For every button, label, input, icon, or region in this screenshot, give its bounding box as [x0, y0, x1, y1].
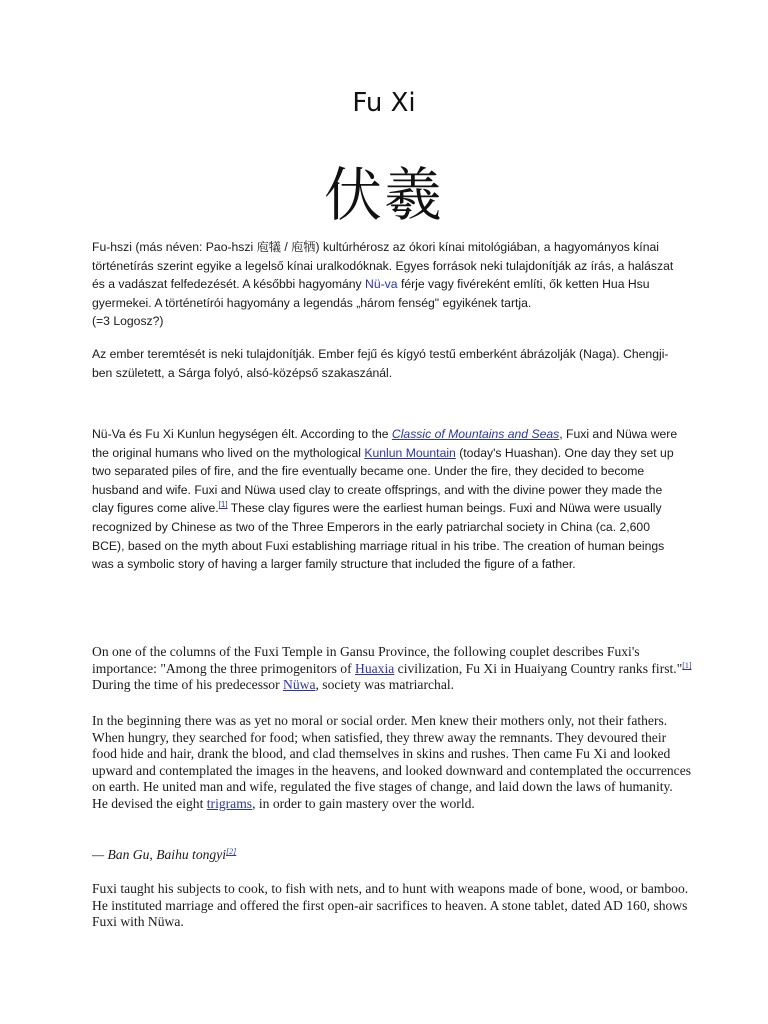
logos-note: (=3 Logosz?) [92, 314, 164, 329]
kunlun-text-4: These clay figures were the earliest human beings. Fuxi and Nüwa were usually recognized by Chinese as two of the Three Emperors in the early patriarchal society in China (ca. 2,600 BCE), based on the myth about Fuxi establishing marriage ritual in his tribe. The creation of human beings was a symbolic story of having a larger family structure that included the figure of a father. [92, 501, 665, 572]
intro-text-1: Fu-hszi (más néven: Pao-hszi 庖犠 / 庖牺) kultúrhérosz az ókori kínai mitológiában, a hagyományos kínai történetírás szerint egyike a legelső kínai uralkodóknak. Egyes források neki tulajdonítják az írás, a halászat és a vadászat felfedezését. A későbbi hagyomány [92, 240, 674, 292]
huaxia-link[interactable]: Huaxia [355, 660, 395, 676]
classic-of-mountains-link[interactable]: Classic of Mountains and Seas [391, 427, 560, 441]
temple-text-2: civilization, Fu Xi in Huaiyang Country ranks first." [394, 660, 683, 676]
intro-text-2: férje vagy fivéreként említi, ők ketten Hua Hsu gyermekei. A történetírói hagyomány a legendás „három fenség" egyikének tartja. [92, 277, 650, 310]
kunlun-mountain-link[interactable]: Kunlun Mountain [364, 445, 456, 460]
paragraph-creation [92, 345, 684, 382]
reference-link-1b[interactable]: [1] [682, 660, 692, 670]
document-title: Fu Xi [352, 88, 416, 118]
paragraph-kunlun [92, 425, 684, 574]
temple-text-4: , society was matriarchal. [315, 677, 455, 693]
kunlun-text-3: (today's Huashan). One day they set up two separated piles of fire, and the fire eventually became one. Under the fire, they decided to become husband and wife. Fuxi and Nüwa used clay to create offsprings, and with the divine power they made the clay figures come alive. [92, 445, 674, 516]
teachings-text: Fuxi taught his subjects to cook, to fish with nets, and to hunt with weapons made of bone, wood, or bamboo. He instituted marriage and offered the first open-air sacrifices to heaven. A stone tablet, dated AD 160, shows Fuxi with Nüwa. [92, 881, 689, 930]
quote-text-2: , in order to gain mastery over the world. [252, 795, 475, 811]
nuwa-link[interactable]: Nüwa [283, 677, 316, 693]
paragraph-quote [92, 713, 692, 813]
paragraph-intro [92, 238, 684, 331]
quote-text-1: In the beginning there was as yet no moral or social order. Men knew their mothers only, not their fathers. When hungry, they searched for food; when satisfied, they threw away the remnants. They devoured their food hide and hair, drank the blood, and clad themselves in skins and rushes. Then came Fu Xi and looked upward and contemplated the images in the heavens, and looked downward and contemplated the occurrences on earth. He united man and wife, regulated the five stages of change, and laid down the laws of humanity. He devised the eight [92, 713, 692, 811]
creation-text: Az ember teremtését is neki tulajdonítják. Ember fejű és kígyó testű emberként ábrázolják (Naga). Chengji-ben született, a Sárga folyó, alsó-középső szakaszánál. [92, 347, 669, 380]
reference-link-2[interactable]: [2] [226, 847, 237, 856]
reference-link-1[interactable]: [1] [218, 500, 228, 510]
temple-text-3: During the time of his predecessor [92, 677, 284, 693]
paragraph-teachings [92, 881, 692, 931]
attribution-text: — Ban Gu, Baihu tongyi [92, 847, 227, 862]
paragraph-temple [92, 644, 692, 694]
kunlun-text-2: , Fuxi and Nüwa were the original humans who lived on the mythological [92, 427, 678, 460]
trigrams-link[interactable]: trigrams [206, 795, 253, 811]
chinese-title: 伏羲 [323, 161, 444, 229]
quote-attribution [92, 847, 692, 864]
nuva-link[interactable]: Nü-va [365, 277, 398, 292]
kunlun-text-1: Nü-Va és Fu Xi Kunlun hegységen élt. According to the [92, 427, 392, 441]
temple-text-1: On one of the columns of the Fuxi Temple in Gansu Province, the following couplet describes Fuxi's importance: "Among the three primogenitors of [92, 644, 640, 676]
